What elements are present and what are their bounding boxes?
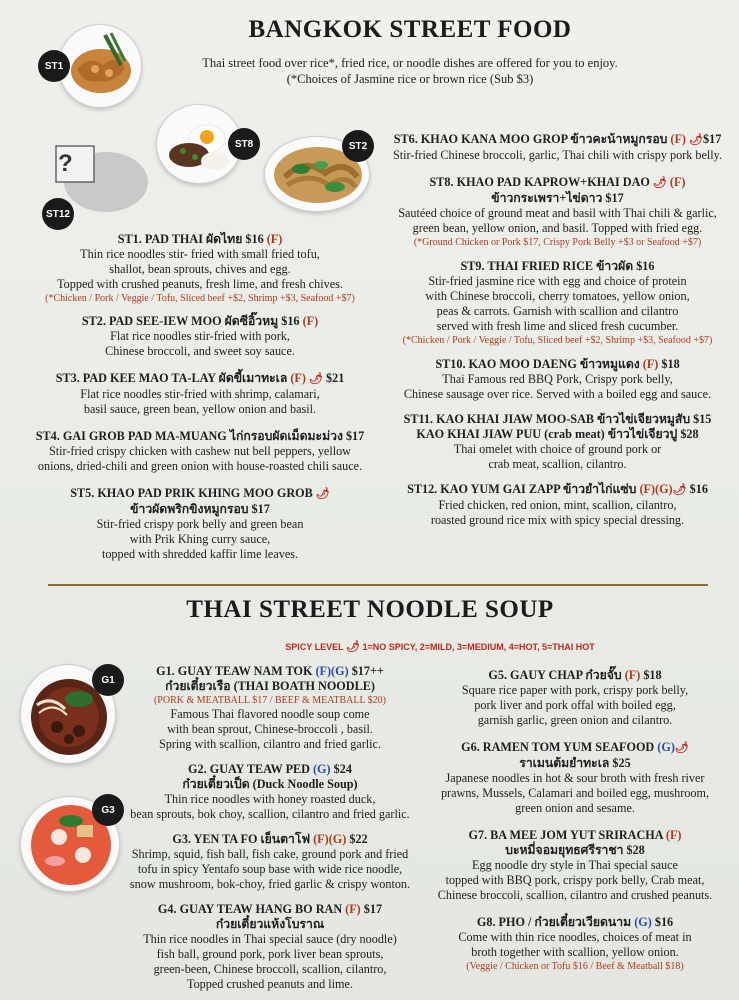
- badge-st12: ST12: [42, 198, 74, 230]
- item-tag: (F): [302, 314, 319, 328]
- item-desc-line: Flat rice noodles stir-fried with pork,: [110, 329, 290, 343]
- item-desc-line: with bean sprout, Chinese-broccoli , basil.: [167, 722, 373, 736]
- noodle-left-column: [120, 664, 420, 992]
- item-tag: (F)(G): [639, 482, 673, 496]
- chili-icon: 🌶: [315, 488, 330, 500]
- item-name: G8. PHO / ก๋วยเตี๋ยวเวียดนาม: [476, 915, 635, 929]
- item-price: $17: [360, 902, 383, 916]
- item-price: $18: [640, 668, 662, 682]
- item-tag: (F)(G): [315, 664, 349, 678]
- item-desc-line: Thai omelet with choice of ground pork or: [453, 442, 662, 456]
- item-desc-line: with Chinese broccoli, cherry tomatoes, yellow onion,: [425, 289, 690, 303]
- menu-item-st4: [20, 429, 380, 474]
- item-options: (PORK & MEATBALL $17 / BEEF & MEATBALL $20): [153, 695, 387, 706]
- spicy-level-legend: [230, 640, 650, 653]
- item-name: G5. GAUY CHAP ก๋วยจั๊บ: [488, 668, 625, 682]
- item-desc-line: Egg noodle dry style in Thai special sauce: [472, 858, 678, 872]
- item-name: G2. GUAY TEAW PED: [188, 762, 313, 776]
- chili-icon: 🌶: [345, 641, 360, 653]
- item-desc-line: green bean, yellow onion, and basil. Topped with fried egg.: [412, 221, 703, 235]
- item-tag: (F): [670, 132, 686, 146]
- menu-item-st1: [20, 232, 380, 305]
- item-price: $22: [346, 832, 368, 846]
- item-name-thai: ข้าวผัดพริกขิงหมูกรอบ $17: [130, 502, 270, 516]
- item-options: (*Chicken / Pork / Veggie / Tofu, Sliced beef +$2, Shrimp +$3, Seafood +$7): [402, 335, 713, 346]
- item-desc-line: prawns, Mussels, Calamari and boiled egg, mushroom,: [440, 786, 710, 800]
- item-name-thai: บะหมี่จอมยุทธศรีราชา $28: [505, 843, 645, 857]
- menu-item-g3: [120, 832, 420, 892]
- item-tag: (G): [313, 762, 331, 776]
- item-name-thai: ก๋วยเตี๋ยวแห้งโบราณ: [215, 917, 325, 931]
- item-options: (*Ground Chicken or Pork $17, Crispy Pork Belly +$3 or Seafood +$7): [413, 237, 702, 248]
- item-tag: (F): [666, 175, 686, 189]
- item-desc-line: served with fresh lime and sliced fresh cucumber.: [436, 319, 679, 333]
- item-price: $24: [330, 762, 352, 776]
- dish-photo-st1: [58, 24, 142, 108]
- question-mark-icon: ?: [58, 150, 73, 177]
- item-desc-line: pork liver and pork offal with boiled egg,: [474, 698, 676, 712]
- item-name: ST11. KAO KHAI JIAW MOO-SAB ข้าวไข่เจียวหมูสับ $15: [403, 412, 712, 426]
- item-desc-line: Stir-fried jasmine rice with egg and choice of protein: [428, 274, 687, 288]
- chili-icon: 🌶: [308, 373, 323, 385]
- section-divider: [48, 584, 708, 586]
- item-price: $21: [322, 371, 345, 385]
- item-tag: (F): [345, 902, 361, 916]
- item-name: ST2. PAD SEE-IEW MOO ผัดซีอิ๊วหมู $16: [81, 314, 303, 328]
- item-desc-line: Thin rice noodles with honey roasted duck,: [164, 792, 376, 806]
- item-desc-line: Thai Famous red BBQ Pork, Crispy pork belly,: [442, 372, 673, 386]
- section-title-noodle-soup: THAI STREET NOODLE SOUP: [186, 596, 554, 623]
- item-tag: (G): [657, 740, 675, 754]
- item-desc-line: roasted ground rice mix with spicy special dressing.: [430, 513, 685, 527]
- item-name: ST12. KAO YUM GAI ZAPP ข้าวยำไก่แซ่บ: [407, 482, 640, 496]
- badge-st2: ST2: [342, 130, 374, 162]
- item-desc-line: Come with thin rice noodles, choices of meat in: [458, 930, 692, 944]
- item-name: ST4. GAI GROB PAD MA-MUANG ไก่กรอบผัดเม็ดมะม่วง $17: [35, 429, 365, 443]
- menu-item-g1: [120, 664, 420, 752]
- spicy-level-label: SPICY LEVEL: [285, 642, 344, 652]
- item-desc-line: Topped with crushed peanuts, fresh lime, and fresh chives.: [57, 277, 343, 291]
- item-desc-line: Shrimp, squid, fish ball, fish cake, ground pork and fried: [131, 847, 409, 861]
- item-tag: (F): [624, 668, 641, 682]
- menu-item-st2: [20, 314, 380, 359]
- chili-icon: 🌶: [672, 484, 687, 496]
- item-desc-line: snow mushroom, bok-choy, fried garlic & crispy wonton.: [129, 877, 411, 891]
- item-price: $17++: [348, 664, 384, 678]
- item-tag: (F): [642, 357, 659, 371]
- item-desc-line: topped with shredded kaffir lime leaves.: [101, 547, 299, 561]
- menu-item-st12: [385, 482, 730, 528]
- item-price: $16: [651, 915, 674, 929]
- item-price: $18: [658, 357, 680, 371]
- item-name-thai: ก๋วยเตี๋ยวเป็ด (Duck Noodle Soup): [182, 777, 358, 791]
- badge-st1: ST1: [38, 50, 70, 82]
- item-name: G6. RAMEN TOM YUM SEAFOOD: [461, 740, 658, 754]
- item-desc-line: Thin rice noodles in Thai special sauce (dry noodle): [143, 932, 397, 946]
- item-desc-line: Stir-fried crispy chicken with cashew nut bell peppers, yellow: [49, 444, 351, 458]
- item-tag: (F): [665, 828, 682, 842]
- menu-item-g7: [420, 828, 730, 903]
- item-price: $17: [703, 132, 722, 146]
- chili-icon: 🌶: [689, 134, 703, 146]
- item-name: G1. GUAY TEAW NAM TOK: [156, 664, 316, 678]
- menu-item-st5: [20, 486, 380, 562]
- item-desc-line: Stir-fried Chinese broccoli, garlic, Thai chili with crispy pork belly.: [392, 148, 723, 162]
- item-name-thai: ราเมนต้มยำทะเล $25: [519, 756, 631, 770]
- item-desc-line: tofu in spicy Yentafo soup base with wide rice noodle,: [137, 862, 403, 876]
- menu-item-g4: [120, 902, 420, 992]
- item-desc-line: with Prik Khing curry sauce,: [129, 532, 271, 546]
- menu-item-st8: [385, 175, 730, 249]
- left-column: [20, 232, 380, 562]
- item-desc-line: Japanese noodles in hot & sour broth with fresh river: [445, 771, 705, 785]
- item-desc-line: Chinese sausage over rice. Served with a boiled egg and sauce.: [403, 387, 712, 401]
- item-name: ST9. THAI FRIED RICE ข้าวผัด $16: [460, 259, 655, 273]
- item-name-thai: ข้าวกระเพรา+ไข่ดาว $17: [491, 191, 624, 205]
- menu-item-g8: [420, 915, 730, 973]
- badge-g3: G3: [92, 794, 124, 826]
- item-name: G7. BA MEE JOM YUT SRIRACHA: [468, 828, 666, 842]
- item-desc-line: Flat rice noodles stir-fried with shrimp, calamari,: [80, 387, 320, 401]
- item-desc-line: garnish garlic, green onion and cilantro.: [477, 713, 673, 727]
- menu-item-st11: [385, 412, 730, 472]
- item-desc-line: shallot, bean sprouts, chives and egg.: [109, 262, 291, 276]
- item-desc-line: Square rice paper with pork, crispy pork belly,: [461, 683, 689, 697]
- item-desc-line: peas & carrots. Garnish with scallion and cilantro: [436, 304, 679, 318]
- item-desc-line: basil sauce, green bean, yellow onion and basil.: [83, 402, 317, 416]
- badge-g1: G1: [92, 664, 124, 696]
- section-title-bangkok: BANGKOK STREET FOOD: [248, 16, 572, 43]
- item-name: ST1. PAD THAI ผัดไทย $16: [117, 232, 267, 246]
- item-desc-line: Chinese broccoli, scallion, cilantro and crushed peanuts.: [437, 888, 713, 902]
- menu-item-st3: [20, 371, 380, 417]
- menu-item-g6: [420, 740, 730, 816]
- item-options: (Veggie / Chicken or Tofu $16 / Beef & Meatball $18): [466, 961, 684, 972]
- intro-line-2: (*Choices of Jasmine rice or brown rice (Sub $3): [286, 72, 534, 86]
- chili-icon: 🌶: [652, 177, 667, 189]
- item-desc-line: green onion and sesame.: [515, 801, 635, 815]
- menu-item-g2: [120, 762, 420, 822]
- item-name-alt: KAO KHAI JIAW PUU (crab meat) ข้าวไข่เจียวปู $28: [416, 427, 699, 441]
- spicy-level-scale: 1=NO SPICY, 2=MILD, 3=MEDIUM, 4=HOT, 5=THAI HOT: [362, 642, 595, 652]
- menu-item-st10: [385, 357, 730, 402]
- item-desc-line: bean sprouts, bok choy, scallion, cilantro and fried garlic.: [130, 807, 410, 821]
- menu-item-st6: [385, 132, 730, 163]
- item-tag: (F)(G): [313, 832, 347, 846]
- item-desc-line: Topped crushed peanuts and lime.: [186, 977, 353, 991]
- item-price: $16: [686, 482, 708, 496]
- chili-icon: 🌶: [674, 742, 689, 754]
- item-desc-line: broth together with scallion, yellow onion.: [471, 945, 679, 959]
- noodle-right-column: [420, 668, 730, 973]
- menu-item-st9: [385, 259, 730, 347]
- menu-item-g5: [420, 668, 730, 728]
- item-tag: (F): [266, 232, 283, 246]
- badge-st8: ST8: [228, 128, 260, 160]
- item-desc-line: Fried chicken, red onion, mint, scallion, cilantro,: [438, 498, 677, 512]
- item-name: ST5. KHAO PAD PRIK KHING MOO GROB: [70, 486, 316, 500]
- item-desc-line: fish ball, ground pork, pork liver bean sprouts,: [156, 947, 384, 961]
- item-desc-line: topped with BBQ pork, crispy pork belly, Crab meat,: [445, 873, 705, 887]
- item-name: ST6. KHAO KANA MOO GROP ข้าวคะน้าหมูกรอบ: [393, 132, 671, 146]
- item-desc-line: green-been, Chinese broccoll, scallion, cilantro,: [153, 962, 387, 976]
- item-options: (*Chicken / Pork / Veggie / Tofu, Sliced beef +$2, Shrimp +$3, Seafood +$7): [45, 293, 355, 304]
- item-tag: (F): [290, 371, 306, 385]
- item-desc-line: Chinese broccoli, and sweet soy sauce.: [105, 344, 295, 358]
- item-name-thai: ก๋วยเตี๋ยวเรือ (THAI BOATH NOODLE): [165, 679, 375, 693]
- item-desc-line: Spring with scallion, cilantro and fried garlic.: [158, 737, 382, 751]
- item-desc-line: crab meat, scallion, cilantro.: [488, 457, 627, 471]
- item-tag: (G): [634, 915, 652, 929]
- item-name: ST10. KAO MOO DAENG ข้าวหมูแดง: [435, 357, 643, 371]
- item-desc-line: onions, dried-chili and green onion with house-roasted chili sauce.: [37, 459, 363, 473]
- item-desc-line: Stir-fried crispy pork belly and green bean: [96, 517, 304, 531]
- right-column: [385, 132, 730, 528]
- item-name: ST8. KHAO PAD KAPROW+KHAI DAO: [429, 175, 653, 189]
- item-desc-line: Famous Thai flavored noodle soup come: [170, 707, 370, 721]
- item-name: G4. GUAY TEAW HANG BO RAN: [157, 902, 346, 916]
- item-desc-line: Thin rice noodles stir- fried with small fried tofu,: [80, 247, 320, 261]
- item-desc-line: Sautéed choice of ground meat and basil with Thai chili & garlic,: [398, 206, 717, 220]
- item-name: G3. YEN TA FO เย็นตาโฟ: [172, 832, 314, 846]
- intro-line-1: Thai street food over rice*, fried rice, or noodle dishes are offered for you to enjoy.: [202, 56, 618, 70]
- item-name: ST3. PAD KEE MAO TA-LAY ผัดขี้เมาทะเล: [55, 371, 291, 385]
